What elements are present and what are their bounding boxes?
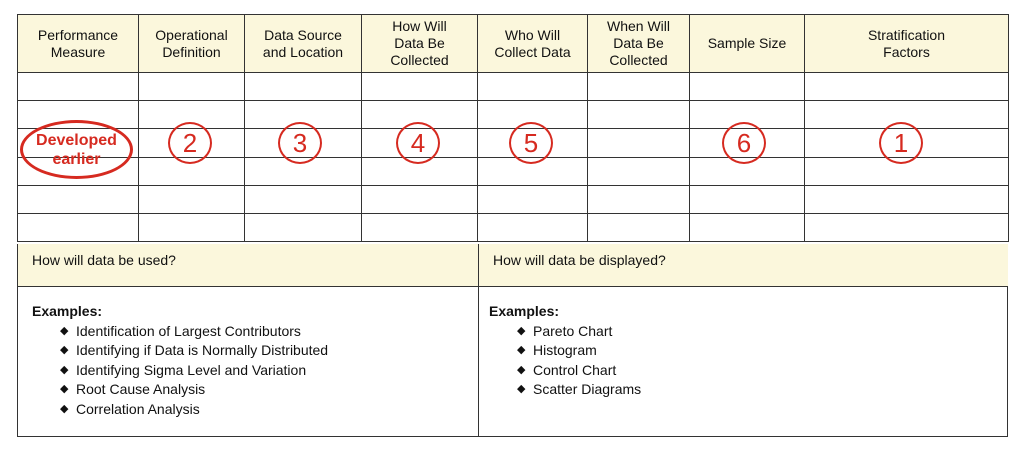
list-item: ◆ Scatter Diagrams <box>517 380 641 400</box>
usage-display-section <box>17 244 1008 437</box>
plan-table <box>17 14 1009 242</box>
header-stratification-factors: Stratification Factors <box>805 15 1009 73</box>
header-data-source-location: Data Source and Location <box>245 15 362 73</box>
step-5-circle: 5 <box>509 122 553 164</box>
step-2-circle: 2 <box>168 122 212 164</box>
header-row <box>18 15 1009 73</box>
list-item: ◆ Histogram <box>517 341 641 361</box>
list-item: ◆ Identifying if Data is Normally Distributed <box>60 341 328 361</box>
header-who-collects: Who Will Collect Data <box>478 15 588 73</box>
diamond-bullet-icon: ◆ <box>60 383 69 395</box>
display-examples <box>489 302 641 400</box>
table-row <box>18 101 1009 129</box>
diamond-bullet-icon: ◆ <box>517 344 526 356</box>
diamond-bullet-icon: ◆ <box>60 363 69 376</box>
list-item: ◆ Correlation Analysis <box>60 400 328 420</box>
list-item: ◆ Root Cause Analysis <box>60 380 328 400</box>
header-performance-measure: Performance Measure <box>18 15 139 73</box>
list-item: ◆ Control Chart <box>517 361 641 381</box>
table-row <box>18 158 1009 186</box>
step-4-circle: 4 <box>396 122 440 164</box>
step-1-circle: 1 <box>879 122 923 164</box>
diamond-bullet-icon: ◆ <box>60 324 69 337</box>
diamond-bullet-icon: ◆ <box>60 402 69 415</box>
usage-examples <box>32 302 328 419</box>
developed-earlier-oval: Developed earlier <box>20 120 133 179</box>
usage-examples-title: Examples: <box>32 303 103 319</box>
header-sample-size: Sample Size <box>690 15 805 73</box>
display-examples-title: Examples: <box>489 303 560 319</box>
display-examples-list <box>489 322 641 400</box>
table-row <box>18 186 1009 214</box>
table-row <box>18 73 1009 101</box>
step-3-circle: 3 <box>278 122 322 164</box>
diamond-bullet-icon: ◆ <box>517 383 526 395</box>
table-row <box>18 129 1009 158</box>
list-item: ◆ Pareto Chart <box>517 322 641 342</box>
data-display-question: How will data be displayed? <box>479 244 1008 287</box>
header-how-collected: How Will Data Be Collected <box>362 15 478 73</box>
list-item: ◆ Identification of Largest Contributors <box>60 322 328 342</box>
section-divider <box>478 244 479 437</box>
usage-examples-list <box>32 322 328 420</box>
table-row <box>18 214 1009 242</box>
diamond-bullet-icon: ◆ <box>517 363 526 376</box>
data-collection-plan <box>17 14 1008 437</box>
diamond-bullet-icon: ◆ <box>60 344 69 356</box>
data-usage-question: How will data be used? <box>18 244 478 287</box>
list-item: ◆ Identifying Sigma Level and Variation <box>60 361 328 381</box>
step-6-circle: 6 <box>722 122 766 164</box>
header-operational-definition: Operational Definition <box>139 15 245 73</box>
header-when-collected: When Will Data Be Collected <box>588 15 690 73</box>
diamond-bullet-icon: ◆ <box>517 324 526 337</box>
